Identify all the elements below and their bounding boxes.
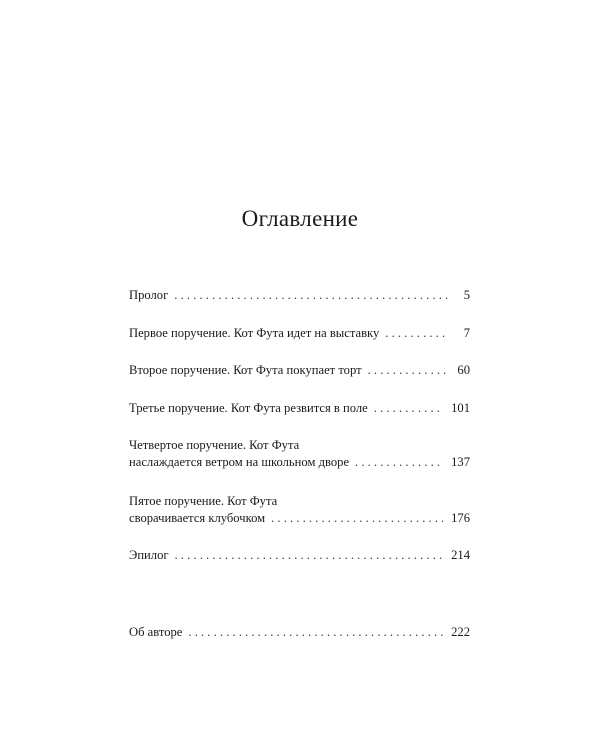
toc-entry-chapter-3 [129, 400, 470, 417]
toc-entry-title-line-2: сворачивается клубочком [129, 511, 266, 525]
toc-entry-title-line-1: Пятое поручение. Кот Фута [129, 494, 278, 508]
dot-leader [174, 287, 448, 304]
toc-entry-page: 176 [451, 511, 470, 525]
toc-entry-chapter-4 [129, 437, 470, 471]
toc-entry-title-line-1: Четвертое поручение. Кот Фута [129, 438, 300, 452]
toc-entry-page: 101 [451, 401, 470, 415]
dot-leader [355, 454, 443, 471]
dot-leader [175, 547, 444, 564]
dot-leader [271, 510, 443, 527]
dot-leader [368, 362, 448, 379]
toc-entry-title-line-2: наслаждается ветром на школьном дворе [129, 455, 350, 469]
toc-entry-page: 222 [451, 625, 470, 639]
toc-entry-page: 5 [463, 288, 470, 302]
page-title: Оглавление [241, 206, 359, 231]
toc-entry-epilogue [129, 547, 470, 564]
toc-entry-title: Пролог [129, 288, 169, 302]
dot-leader [188, 624, 443, 641]
toc-entry-prologue [129, 287, 470, 304]
toc-entry-page: 60 [457, 363, 470, 377]
toc-entry-page: 214 [451, 548, 470, 562]
dot-leader [374, 400, 443, 417]
toc-entry-title: Второе поручение. Кот Фута покупает торт [129, 363, 362, 377]
toc-entry-title: Первое поручение. Кот Фута идет на выставку [129, 326, 380, 340]
toc-entry-title: Третье поручение. Кот Фута резвится в поле [129, 401, 368, 415]
toc-entry-chapter-1 [129, 325, 470, 342]
toc-entry-page: 7 [463, 326, 470, 340]
toc-entry-title: Эпилог [129, 548, 169, 562]
toc-entry-about-author [129, 624, 470, 641]
toc-entry-chapter-2 [129, 362, 470, 379]
toc-entry-page: 137 [451, 455, 470, 469]
toc-entry-chapter-5 [129, 493, 470, 527]
dot-leader [385, 325, 448, 342]
toc-entry-title: Об авторе [129, 625, 183, 639]
